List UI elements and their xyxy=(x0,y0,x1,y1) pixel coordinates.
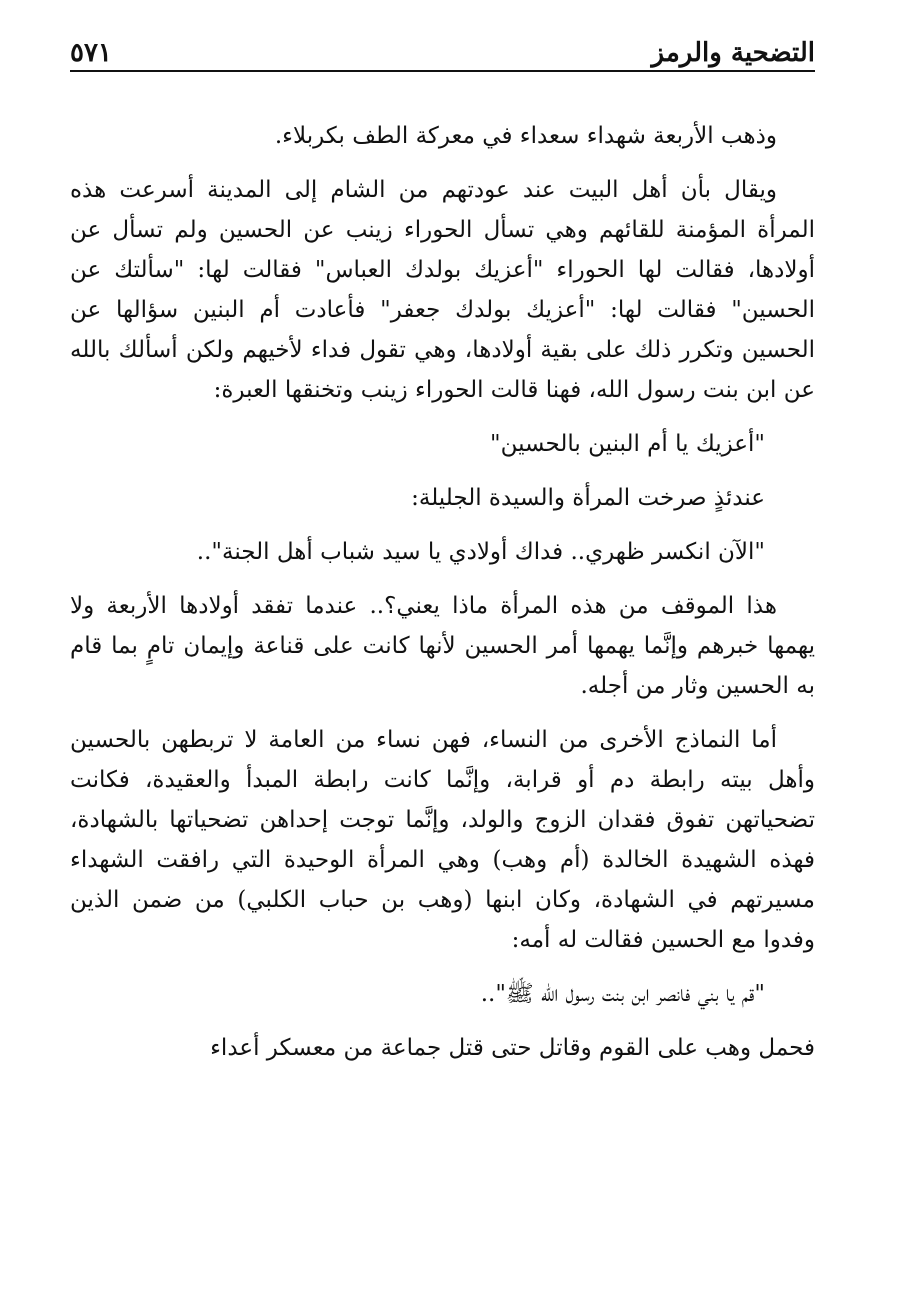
paragraph: هذا الموقف من هذه المرأة ماذا يعني؟.. عندما تفقد أولادها الأربعة ولا يهمها خبرهم وإنَّما يهمها أمر الحسين لأنها كانت على قناعة وإيمان تامٍ بما قام به الحسين وثار من أجله. xyxy=(70,593,815,699)
page-header xyxy=(70,28,815,72)
paragraph: فحمل وهب على القوم وقاتل حتى قتل جماعة من معسكر أعداء xyxy=(210,1035,815,1061)
page-body xyxy=(70,116,815,1068)
quotation: "أعزيك يا أم البنين بالحسين" xyxy=(490,431,765,457)
book-page xyxy=(70,28,815,1082)
paragraph: عندئذٍ صرخت المرأة والسيدة الجليلة: xyxy=(411,485,765,511)
quotation: "قم يا بني فانصر ابن بنت رسول الله ﷺ".. xyxy=(480,981,765,1007)
running-title: التضحية والرمز xyxy=(651,38,815,68)
paragraph: ويقال بأن أهل البيت عند عودتهم من الشام إلى المدينة أسرعت هذه المرأة المؤمنة للقائهم وهي تسأل الحوراء زينب عن الحسين ولم تسأل عن أولادها، فقالت لها الحوراء "أعزيك بولدك العباس" فقالت لها: "سألتك عن الحسين" فقالت لها: "أعزيك بولدك جعفر" فأعادت أم البنين سؤالها عن الحسين وتكرر ذلك على بقية أولادها، وهي تقول فداء لأخيهم ولكن أسألك بالله عن ابن بنت رسول الله، فهنا قالت الحوراء زينب وتخنقها العبرة: xyxy=(70,177,815,403)
paragraph: وذهب الأربعة شهداء سعداء في معركة الطف بكربلاء. xyxy=(274,123,777,149)
quotation: "الآن انكسر ظهري.. فداك أولادي يا سيد شباب أهل الجنة".. xyxy=(196,539,765,565)
page-number: ٥٧١ xyxy=(70,38,112,68)
paragraph: أما النماذج الأخرى من النساء، فهن نساء من العامة لا تربطهن بالحسين وأهل بيته رابطة دم أو قرابة، وإنَّما كانت رابطة المبدأ والعقيدة، فكانت تضحياتهن تفوق فقدان الزوج والولد، وإنَّما توجت إحداهن تضحياتها بالشهادة، فهذه الشهيدة الخالدة (أم وهب) وهي المرأة الوحيدة التي رافقت الشهداء مسيرتهم في الشهادة، وكان ابنها (وهب بن حباب الكلبي) من ضمن الذين وفدوا مع الحسين فقالت له أمه: xyxy=(70,727,815,953)
